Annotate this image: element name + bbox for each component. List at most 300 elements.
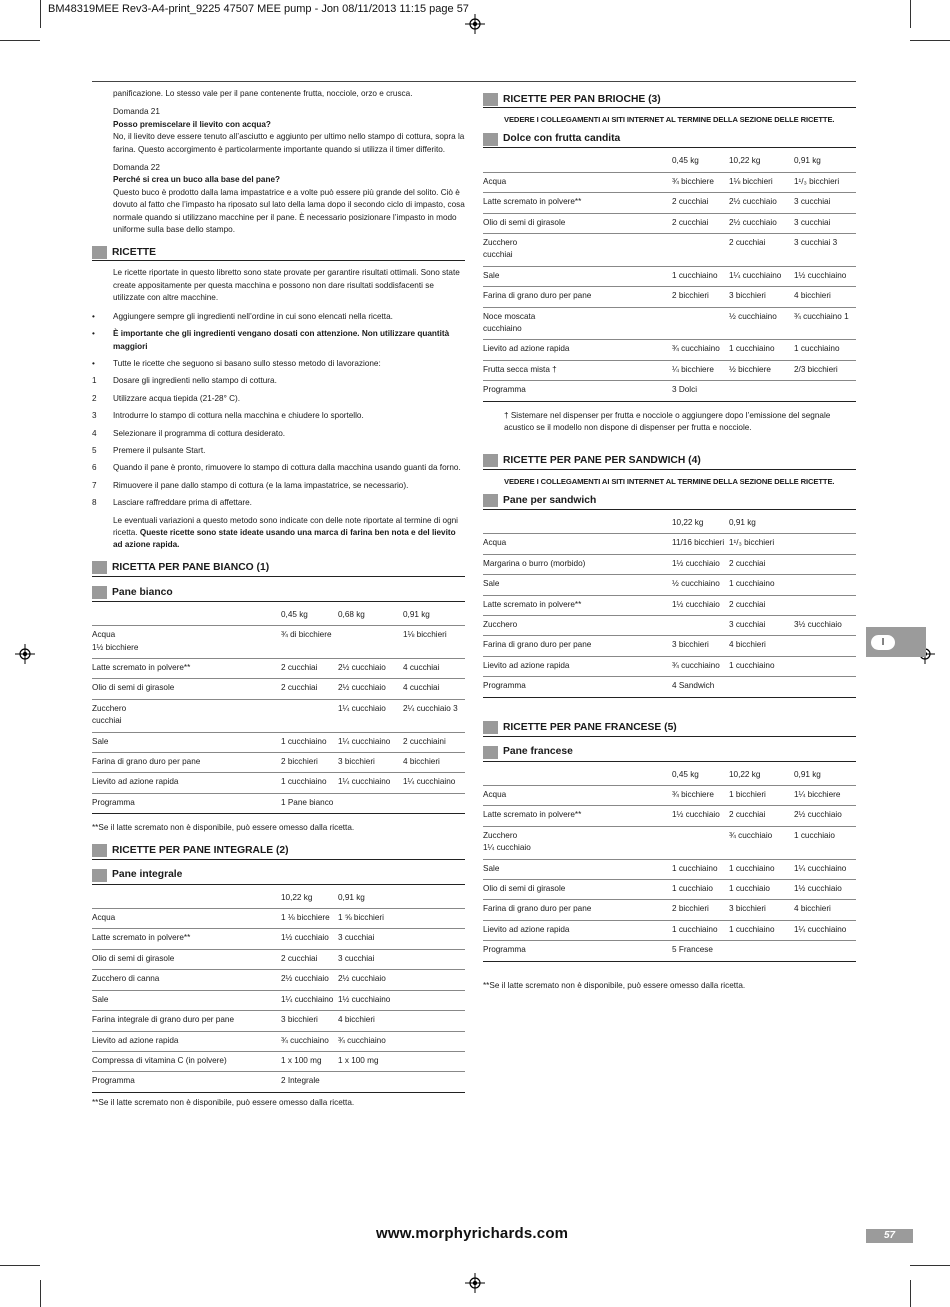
- quantity-cell: [403, 949, 465, 969]
- quantity-cell: 1 Pane bianco: [281, 793, 338, 813]
- quantity-cell: 1¼ bicchiere: [794, 785, 856, 805]
- website-url: www.morphyrichards.com: [376, 1225, 569, 1242]
- quantity-cell: [403, 990, 465, 1010]
- footnote: **Se il latte scremato non è disponibile, può essere omesso dalla ricetta.: [483, 980, 746, 990]
- quantity-cell: [281, 699, 338, 732]
- table-row: [483, 172, 856, 192]
- quantity-cell: 2 cucchiai: [672, 213, 729, 233]
- ingredient-cell: Lievito ad azione rapida: [483, 656, 672, 676]
- quantity-cell: 2 bicchieri: [672, 900, 729, 920]
- print-header: BM48319MEE Rev3-A4-print_9225 47507 MEE pump - Jon 08/11/2013 11:15 page 57: [48, 3, 469, 15]
- list-item: [92, 410, 465, 422]
- quantity-cell: [338, 1072, 403, 1092]
- question-21-title: Posso premiscelare il lievito con acqua?: [113, 119, 271, 129]
- quantity-cell: 3 cucchiai 3: [794, 234, 856, 267]
- trim-line: [40, 0, 41, 28]
- ingredient-cell: Farina di grano duro per pane: [483, 900, 672, 920]
- header-rule: [92, 81, 856, 82]
- recipe-table-brioche: [483, 152, 856, 401]
- quantity-cell: ¾ di bicchiere: [281, 626, 338, 659]
- section-title: RICETTE: [112, 246, 157, 258]
- quantity-cell: 1 cucchiaino: [729, 920, 794, 940]
- ingredient-cell: Lievito ad azione rapida: [92, 1031, 281, 1051]
- ingredient-cell: Olio di semi di girasole: [92, 679, 281, 699]
- quantity-cell: 0,45 kg: [281, 606, 338, 626]
- list-text: Utilizzare acqua tiepida (21-28° C).: [113, 393, 241, 403]
- ingredient-cell: Noce moscata cucchiaino: [483, 307, 672, 340]
- ingredient-cell: [483, 152, 672, 172]
- quantity-cell: [794, 554, 856, 574]
- question-22-title: Perché si crea un buco alla base del pane?: [113, 175, 281, 185]
- ingredient-cell: Acqua: [483, 785, 672, 805]
- ingredient-cell: [92, 606, 281, 626]
- table-row: [92, 1031, 465, 1051]
- section-title: RICETTE PER PAN BRIOCHE (3): [503, 93, 661, 105]
- ingredient-cell: Zucchero di canna: [92, 970, 281, 990]
- table-row: [483, 307, 856, 340]
- quantity-cell: ½ cucchiaino: [672, 575, 729, 595]
- variations-note: [92, 515, 465, 552]
- quantity-cell: 1 cucchiaio: [729, 880, 794, 900]
- ingredient-cell: Zucchero: [483, 615, 672, 635]
- quantity-cell: 0,91 kg: [794, 766, 856, 786]
- ingredient-cell: Sale: [483, 859, 672, 879]
- table-row: [483, 287, 856, 307]
- question-22-label: Domanda 22: [113, 163, 160, 173]
- list-text: Lasciare raffreddare prima di affettare.: [113, 498, 252, 508]
- ingredient-cell: Programma: [483, 941, 672, 961]
- registration-mark-top-icon: [465, 14, 485, 34]
- table-header-row: [483, 514, 856, 534]
- ingredient-cell: [92, 889, 281, 909]
- trim-line: [40, 1280, 41, 1307]
- ingredient-cell: Programma: [92, 1072, 281, 1092]
- recipe-title: Pane bianco: [112, 586, 173, 598]
- quantity-cell: 1 ⅝ bicchieri: [338, 909, 403, 929]
- ingredient-cell: Latte scremato in polvere**: [483, 806, 672, 826]
- list-item: [92, 497, 465, 509]
- question-21-answer: No, il lievito deve essere tenuto all’asciutto e aggiunto per ultimo nello stampo di cottura, sopra la farina. Questo accorgimento è particolarmente importante quando si utilizza il timer differito.: [113, 132, 465, 154]
- quantity-cell: 2½ cucchiaio: [729, 193, 794, 213]
- quantity-cell: 1¼ cucchiaino: [794, 859, 856, 879]
- list-text: Rimuovere il pane dallo stampo di cottura (e la lama impastatrice, se necessario).: [113, 480, 409, 490]
- ingredient-cell: Acqua: [483, 534, 672, 554]
- question-21-label: Domanda 21: [113, 107, 160, 117]
- quantity-cell: 1⅛ bicchieri: [403, 626, 465, 659]
- list-marker: 3: [92, 411, 97, 421]
- recipe-title: Pane per sandwich: [503, 494, 597, 506]
- quantity-cell: [794, 534, 856, 554]
- language-tab-label: I: [871, 635, 895, 650]
- ingredient-cell: Olio di semi di girasole: [483, 880, 672, 900]
- ingredient-cell: Acqua: [92, 909, 281, 929]
- footnote: **Se il latte scremato non è disponibile, può essere omesso dalla ricetta.: [92, 823, 355, 833]
- quantity-cell: 1¼ cucchiaino: [729, 266, 794, 286]
- ingredient-cell: Zucchero 1¼ cucchiaio: [483, 826, 672, 859]
- quantity-cell: 1 cucchiaino: [672, 859, 729, 879]
- table-row: [92, 793, 465, 813]
- list-marker: 1: [92, 376, 97, 386]
- quantity-cell: 1¼ cucchiaino: [338, 773, 403, 793]
- list-marker: •: [92, 329, 95, 339]
- recipe-marker: [483, 494, 498, 507]
- quantity-cell: 3 cucchiai: [794, 213, 856, 233]
- list-text: Dosare gli ingredienti nello stampo di cottura.: [113, 376, 277, 386]
- quantity-cell: [672, 234, 729, 267]
- ingredient-cell: Farina di grano duro per pane: [92, 753, 281, 773]
- quantity-cell: 3 bicchieri: [729, 900, 794, 920]
- quantity-cell: 0,91 kg: [729, 514, 794, 534]
- quantity-cell: 2 cucchiai: [729, 234, 794, 267]
- quantity-cell: [794, 677, 856, 697]
- table-row: [483, 381, 856, 401]
- table-row: [92, 659, 465, 679]
- quantity-cell: ¾ bicchiere: [672, 172, 729, 192]
- quantity-cell: 1 cucchiaino: [672, 920, 729, 940]
- quantity-cell: ¾ cucchiaio: [729, 826, 794, 859]
- quantity-cell: 0,45 kg: [672, 152, 729, 172]
- section-marker: [92, 246, 107, 259]
- ingredient-cell: Zucchero cucchiai: [92, 699, 281, 732]
- quantity-cell: [672, 615, 729, 635]
- quantity-cell: 10,22 kg: [281, 889, 338, 909]
- quantity-cell: 1¼ cucchiaino: [338, 732, 403, 752]
- quantity-cell: [794, 595, 856, 615]
- ingredient-cell: Compressa di vitamina C (in polvere): [92, 1051, 281, 1071]
- section-marker: [92, 561, 107, 574]
- quantity-cell: 1 cucchiaio: [794, 826, 856, 859]
- quantity-cell: 2 cucchiai: [729, 806, 794, 826]
- quantity-cell: 2 cucchiai: [281, 949, 338, 969]
- ingredient-cell: Margarina o burro (morbido): [483, 554, 672, 574]
- ingredient-cell: Lievito ad azione rapida: [92, 773, 281, 793]
- quantity-cell: 1¼ cucchiaino: [281, 990, 338, 1010]
- quantity-cell: 1 x 100 mg: [338, 1051, 403, 1071]
- quantity-cell: 3 bicchieri: [338, 753, 403, 773]
- ingredient-cell: Sale: [483, 575, 672, 595]
- quantity-cell: 4 bicchieri: [729, 636, 794, 656]
- table-row: [483, 941, 856, 961]
- table-row: [92, 732, 465, 752]
- quantity-cell: 4 Sandwich: [672, 677, 729, 697]
- table-row: [483, 213, 856, 233]
- ingredient-cell: [483, 514, 672, 534]
- quantity-cell: 10,22 kg: [729, 766, 794, 786]
- quantity-cell: 2 cucchiai: [281, 659, 338, 679]
- quantity-cell: 0,91 kg: [794, 152, 856, 172]
- quantity-cell: ¾ cucchiaino: [672, 656, 729, 676]
- variations-bold: Queste ricette sono state ideate usando una marca di farina ben nota e del lievito ad azione rapida.: [113, 527, 456, 550]
- table-row: [92, 699, 465, 732]
- quantity-cell: [403, 970, 465, 990]
- quantity-cell: [403, 1072, 465, 1092]
- quantity-cell: 2½ cucchiaio: [729, 213, 794, 233]
- quantity-cell: 1½ cucchiaio: [672, 595, 729, 615]
- section-marker: [483, 454, 498, 467]
- quantity-cell: 1½ cucchiaino: [794, 266, 856, 286]
- quantity-cell: 1 cucchiaino: [794, 340, 856, 360]
- ingredient-cell: Olio di semi di girasole: [92, 949, 281, 969]
- quantity-cell: ¼ bicchiere: [672, 360, 729, 380]
- quantity-cell: [729, 677, 794, 697]
- table-row: [483, 360, 856, 380]
- table-row: [92, 929, 465, 949]
- ingredient-cell: Sale: [92, 732, 281, 752]
- quantity-cell: [672, 307, 729, 340]
- question-22-answer: Questo buco è prodotto dalla lama impastatrice e a volte può essere più grande del solito. Ciò è dovuto al fatto che l’impasto ha riposato sul lato della lama dopo il secondo ciclo di impasto, cosa normale quando si utilizzano macchine per il pane. È necessario posizionare l’impasto in modo uniforme sulla base dello stampo.: [113, 187, 465, 235]
- quantity-cell: 2 cucchiai: [281, 679, 338, 699]
- list-text: Premere il pulsante Start.: [113, 445, 206, 455]
- quantity-cell: 1 cucchiaio: [672, 880, 729, 900]
- table-row: [483, 615, 856, 635]
- recipe-marker: [92, 869, 107, 882]
- recipe-title: Pane francese: [503, 746, 573, 758]
- quantity-cell: 1½ cucchiaio: [794, 880, 856, 900]
- quantity-cell: 2 bicchieri: [281, 753, 338, 773]
- quantity-cell: 1 cucchiaino: [729, 859, 794, 879]
- quantity-cell: 0,91 kg: [338, 889, 403, 909]
- quantity-cell: ¾ cucchiaino 1: [794, 307, 856, 340]
- table-row: [483, 677, 856, 697]
- table-row: [483, 826, 856, 859]
- list-text: Quando il pane è pronto, rimuovere lo stampo di cottura dalla macchina usando guanti da forno.: [113, 463, 461, 473]
- section-pan-brioche: [483, 91, 856, 108]
- list-item: [92, 311, 465, 323]
- section-marker: [92, 844, 107, 857]
- table-header-row: [483, 152, 856, 172]
- quantity-cell: 1½ cucchiaio: [672, 554, 729, 574]
- section-pane-integrale: [92, 843, 465, 860]
- recipe-table-sandwich: [483, 514, 856, 698]
- ingredient-cell: Sale: [483, 266, 672, 286]
- quantity-cell: 2½ cucchiaio: [338, 679, 403, 699]
- table-row: [483, 806, 856, 826]
- quantity-cell: [794, 381, 856, 401]
- quantity-cell: ¾ cucchiaino: [338, 1031, 403, 1051]
- table-row: [483, 595, 856, 615]
- ricette-intro: Le ricette riportate in questo libretto sono state provate per garantire risultati ottimali. Sono state create appositamente per questa macchina e possono non dare risultati soddisfacenti se utilizzate con altre macchine.: [113, 268, 460, 303]
- quantity-cell: ¾ bicchiere: [672, 785, 729, 805]
- quantity-cell: ¾ cucchiaino: [672, 340, 729, 360]
- ingredient-cell: Programma: [92, 793, 281, 813]
- quantity-cell: [794, 636, 856, 656]
- list-text: Aggiungere sempre gli ingredienti nell’ordine in cui sono elencati nella ricetta.: [113, 311, 393, 321]
- recipe-title-integrale: [92, 868, 465, 885]
- list-marker: 7: [92, 480, 97, 490]
- ingredient-cell: Programma: [483, 677, 672, 697]
- list-marker: •: [92, 311, 95, 321]
- list-marker: •: [92, 358, 95, 368]
- list-text: Introdurre lo stampo di cottura nella macchina e chiudere lo sportello.: [113, 411, 364, 421]
- quantity-cell: 2 cucchiaini: [403, 732, 465, 752]
- section-pane-sandwich: [483, 453, 856, 470]
- table-row: [92, 773, 465, 793]
- ingredient-cell: Latte scremato in polvere**: [483, 193, 672, 213]
- table-row: [92, 949, 465, 969]
- footnote: † Sistemare nel dispenser per frutta e nocciole o aggiungere dopo l’emissione del segnale acustico se il modello non dispone di dispenser per frutta e nocciole.: [504, 410, 831, 433]
- quantity-cell: 10,22 kg: [729, 152, 794, 172]
- quantity-cell: 2¼ cucchiaio 3: [403, 699, 465, 732]
- table-row: [483, 900, 856, 920]
- quantity-cell: 1¼ cucchiaio: [338, 699, 403, 732]
- left-column: [92, 88, 465, 1109]
- trim-line: [910, 1265, 950, 1266]
- list-marker: 8: [92, 498, 97, 508]
- quantity-cell: 1 cucchiaino: [729, 575, 794, 595]
- quantity-cell: [794, 514, 856, 534]
- right-column: [483, 88, 856, 992]
- links-note: VEDERE I COLLEGAMENTI AI SITI INTERNET AL TERMINE DELLA SEZIONE DELLE RICETTE.: [504, 476, 835, 486]
- trim-line: [910, 0, 911, 28]
- recipe-title-bianco: [92, 585, 465, 602]
- quantity-cell: [338, 793, 403, 813]
- list-marker: 6: [92, 463, 97, 473]
- registration-mark-left-icon: [15, 644, 35, 664]
- table-row: [92, 626, 465, 659]
- section-title: RICETTE PER PANE FRANCESE (5): [503, 722, 677, 734]
- quantity-cell: 1⅛ bicchieri: [729, 172, 794, 192]
- list-marker: 5: [92, 445, 97, 455]
- recipe-title-francese: [483, 745, 856, 762]
- quantity-cell: 3 Dolci: [672, 381, 729, 401]
- recipe-marker: [92, 586, 107, 599]
- quantity-cell: [403, 1051, 465, 1071]
- table-row: [483, 785, 856, 805]
- table-row: [92, 970, 465, 990]
- quantity-cell: 3 bicchieri: [672, 636, 729, 656]
- quantity-cell: 1 cucchiaino: [729, 340, 794, 360]
- ingredient-cell: Latte scremato in polvere**: [92, 929, 281, 949]
- table-row: [92, 1011, 465, 1031]
- quantity-cell: 1 bicchieri: [729, 785, 794, 805]
- ingredient-cell: Farina integrale di grano duro per pane: [92, 1011, 281, 1031]
- quantity-cell: [794, 575, 856, 595]
- quantity-cell: ½ cucchiaino: [729, 307, 794, 340]
- page-number: 57: [866, 1229, 913, 1243]
- recipe-table-bianco: [92, 606, 465, 814]
- quantity-cell: 1 cucchiaino: [729, 656, 794, 676]
- quantity-cell: [403, 1011, 465, 1031]
- section-ricette: [92, 244, 465, 261]
- table-row: [483, 234, 856, 267]
- quantity-cell: [729, 941, 794, 961]
- quantity-cell: 2½ cucchiaio: [794, 806, 856, 826]
- list-marker: 4: [92, 428, 97, 438]
- recipe-title-brioche: [483, 131, 856, 148]
- quantity-cell: 2 bicchieri: [672, 287, 729, 307]
- list-item: [92, 393, 465, 405]
- list-item: [92, 480, 465, 492]
- quantity-cell: 11/16 bicchieri: [672, 534, 729, 554]
- section-marker: [483, 721, 498, 734]
- quantity-cell: 3 bicchieri: [281, 1011, 338, 1031]
- section-pane-bianco: [92, 560, 465, 577]
- table-row: [483, 636, 856, 656]
- quantity-cell: [403, 889, 465, 909]
- quantity-cell: 1 ⅛ bicchiere: [281, 909, 338, 929]
- quantity-cell: [794, 656, 856, 676]
- quantity-cell: 4 cucchiai: [403, 679, 465, 699]
- language-tab: [866, 627, 926, 657]
- trim-line: [910, 40, 950, 41]
- ingredient-cell: Frutta secca mista †: [483, 360, 672, 380]
- table-row: [483, 920, 856, 940]
- quantity-cell: 1¼ cucchiaino: [403, 773, 465, 793]
- table-row: [92, 909, 465, 929]
- variations-plain: Le eventuali variazioni a questo metodo sono indicate con delle note riportate al termine di ogni ricetta.: [113, 515, 459, 537]
- quantity-cell: 10,22 kg: [672, 514, 729, 534]
- section-title: RICETTA PER PANE BIANCO (1): [112, 562, 270, 574]
- quantity-cell: 3½ cucchiaio: [794, 615, 856, 635]
- section-title: RICETTE PER PANE PER SANDWICH (4): [503, 455, 701, 466]
- quantity-cell: [403, 909, 465, 929]
- ingredient-cell: Acqua: [483, 172, 672, 192]
- ingredient-cell: Farina di grano duro per pane: [483, 636, 672, 656]
- ingredient-cell: Zucchero cucchiai: [483, 234, 672, 267]
- table-row: [483, 266, 856, 286]
- list-item: [92, 328, 465, 353]
- quantity-cell: 0,68 kg: [338, 606, 403, 626]
- section-marker: [483, 93, 498, 106]
- section-title: RICETTE PER PANE INTEGRALE (2): [112, 845, 289, 857]
- recipe-marker: [483, 746, 498, 759]
- quantity-cell: 2 cucchiai: [672, 193, 729, 213]
- quantity-cell: 3 cucchiai: [338, 929, 403, 949]
- table-row: [483, 656, 856, 676]
- quantity-cell: [403, 929, 465, 949]
- list-item: [92, 375, 465, 387]
- list-item: [92, 358, 465, 370]
- quantity-cell: 4 bicchieri: [794, 287, 856, 307]
- trim-line: [910, 1280, 911, 1307]
- ingredient-cell: Latte scremato in polvere**: [483, 595, 672, 615]
- quantity-cell: 3 cucchiai: [338, 949, 403, 969]
- list-text: Selezionare il programma di cottura desiderato.: [113, 428, 286, 438]
- quantity-cell: 0,45 kg: [672, 766, 729, 786]
- quantity-cell: 1½ cucchiaio: [281, 929, 338, 949]
- ingredient-cell: Sale: [92, 990, 281, 1010]
- quantity-cell: ½ bicchiere: [729, 360, 794, 380]
- table-row: [483, 340, 856, 360]
- ingredient-cell: [483, 766, 672, 786]
- quantity-cell: ¾ cucchiaino: [281, 1031, 338, 1051]
- quantity-cell: 4 cucchiai: [403, 659, 465, 679]
- quantity-cell: 1 cucchiaino: [672, 266, 729, 286]
- section-pane-francese: [483, 720, 856, 737]
- quantity-cell: 1¹/₃ bicchieri: [729, 534, 794, 554]
- ingredient-cell: Latte scremato in polvere**: [92, 659, 281, 679]
- quantity-cell: 1 cucchiaino: [281, 773, 338, 793]
- table-row: [92, 990, 465, 1010]
- list-item: [92, 428, 465, 440]
- quantity-cell: [403, 793, 465, 813]
- quantity-cell: 1¹/₃ bicchieri: [794, 172, 856, 192]
- table-row: [483, 554, 856, 574]
- quantity-cell: 2 cucchiai: [729, 595, 794, 615]
- table-row: [483, 880, 856, 900]
- footnote: **Se il latte scremato non è disponibile, può essere omesso dalla ricetta.: [92, 1097, 355, 1107]
- quantity-cell: 3 cucchiai: [729, 615, 794, 635]
- quantity-cell: 2½ cucchiaio: [338, 970, 403, 990]
- quantity-cell: 1½ cucchiaio: [672, 806, 729, 826]
- registration-mark-bottom-icon: [465, 1273, 485, 1293]
- trim-line: [0, 40, 40, 41]
- table-header-row: [483, 766, 856, 786]
- table-row: [483, 575, 856, 595]
- table-row: [92, 753, 465, 773]
- recipe-title: Pane integrale: [112, 869, 183, 881]
- table-row: [483, 534, 856, 554]
